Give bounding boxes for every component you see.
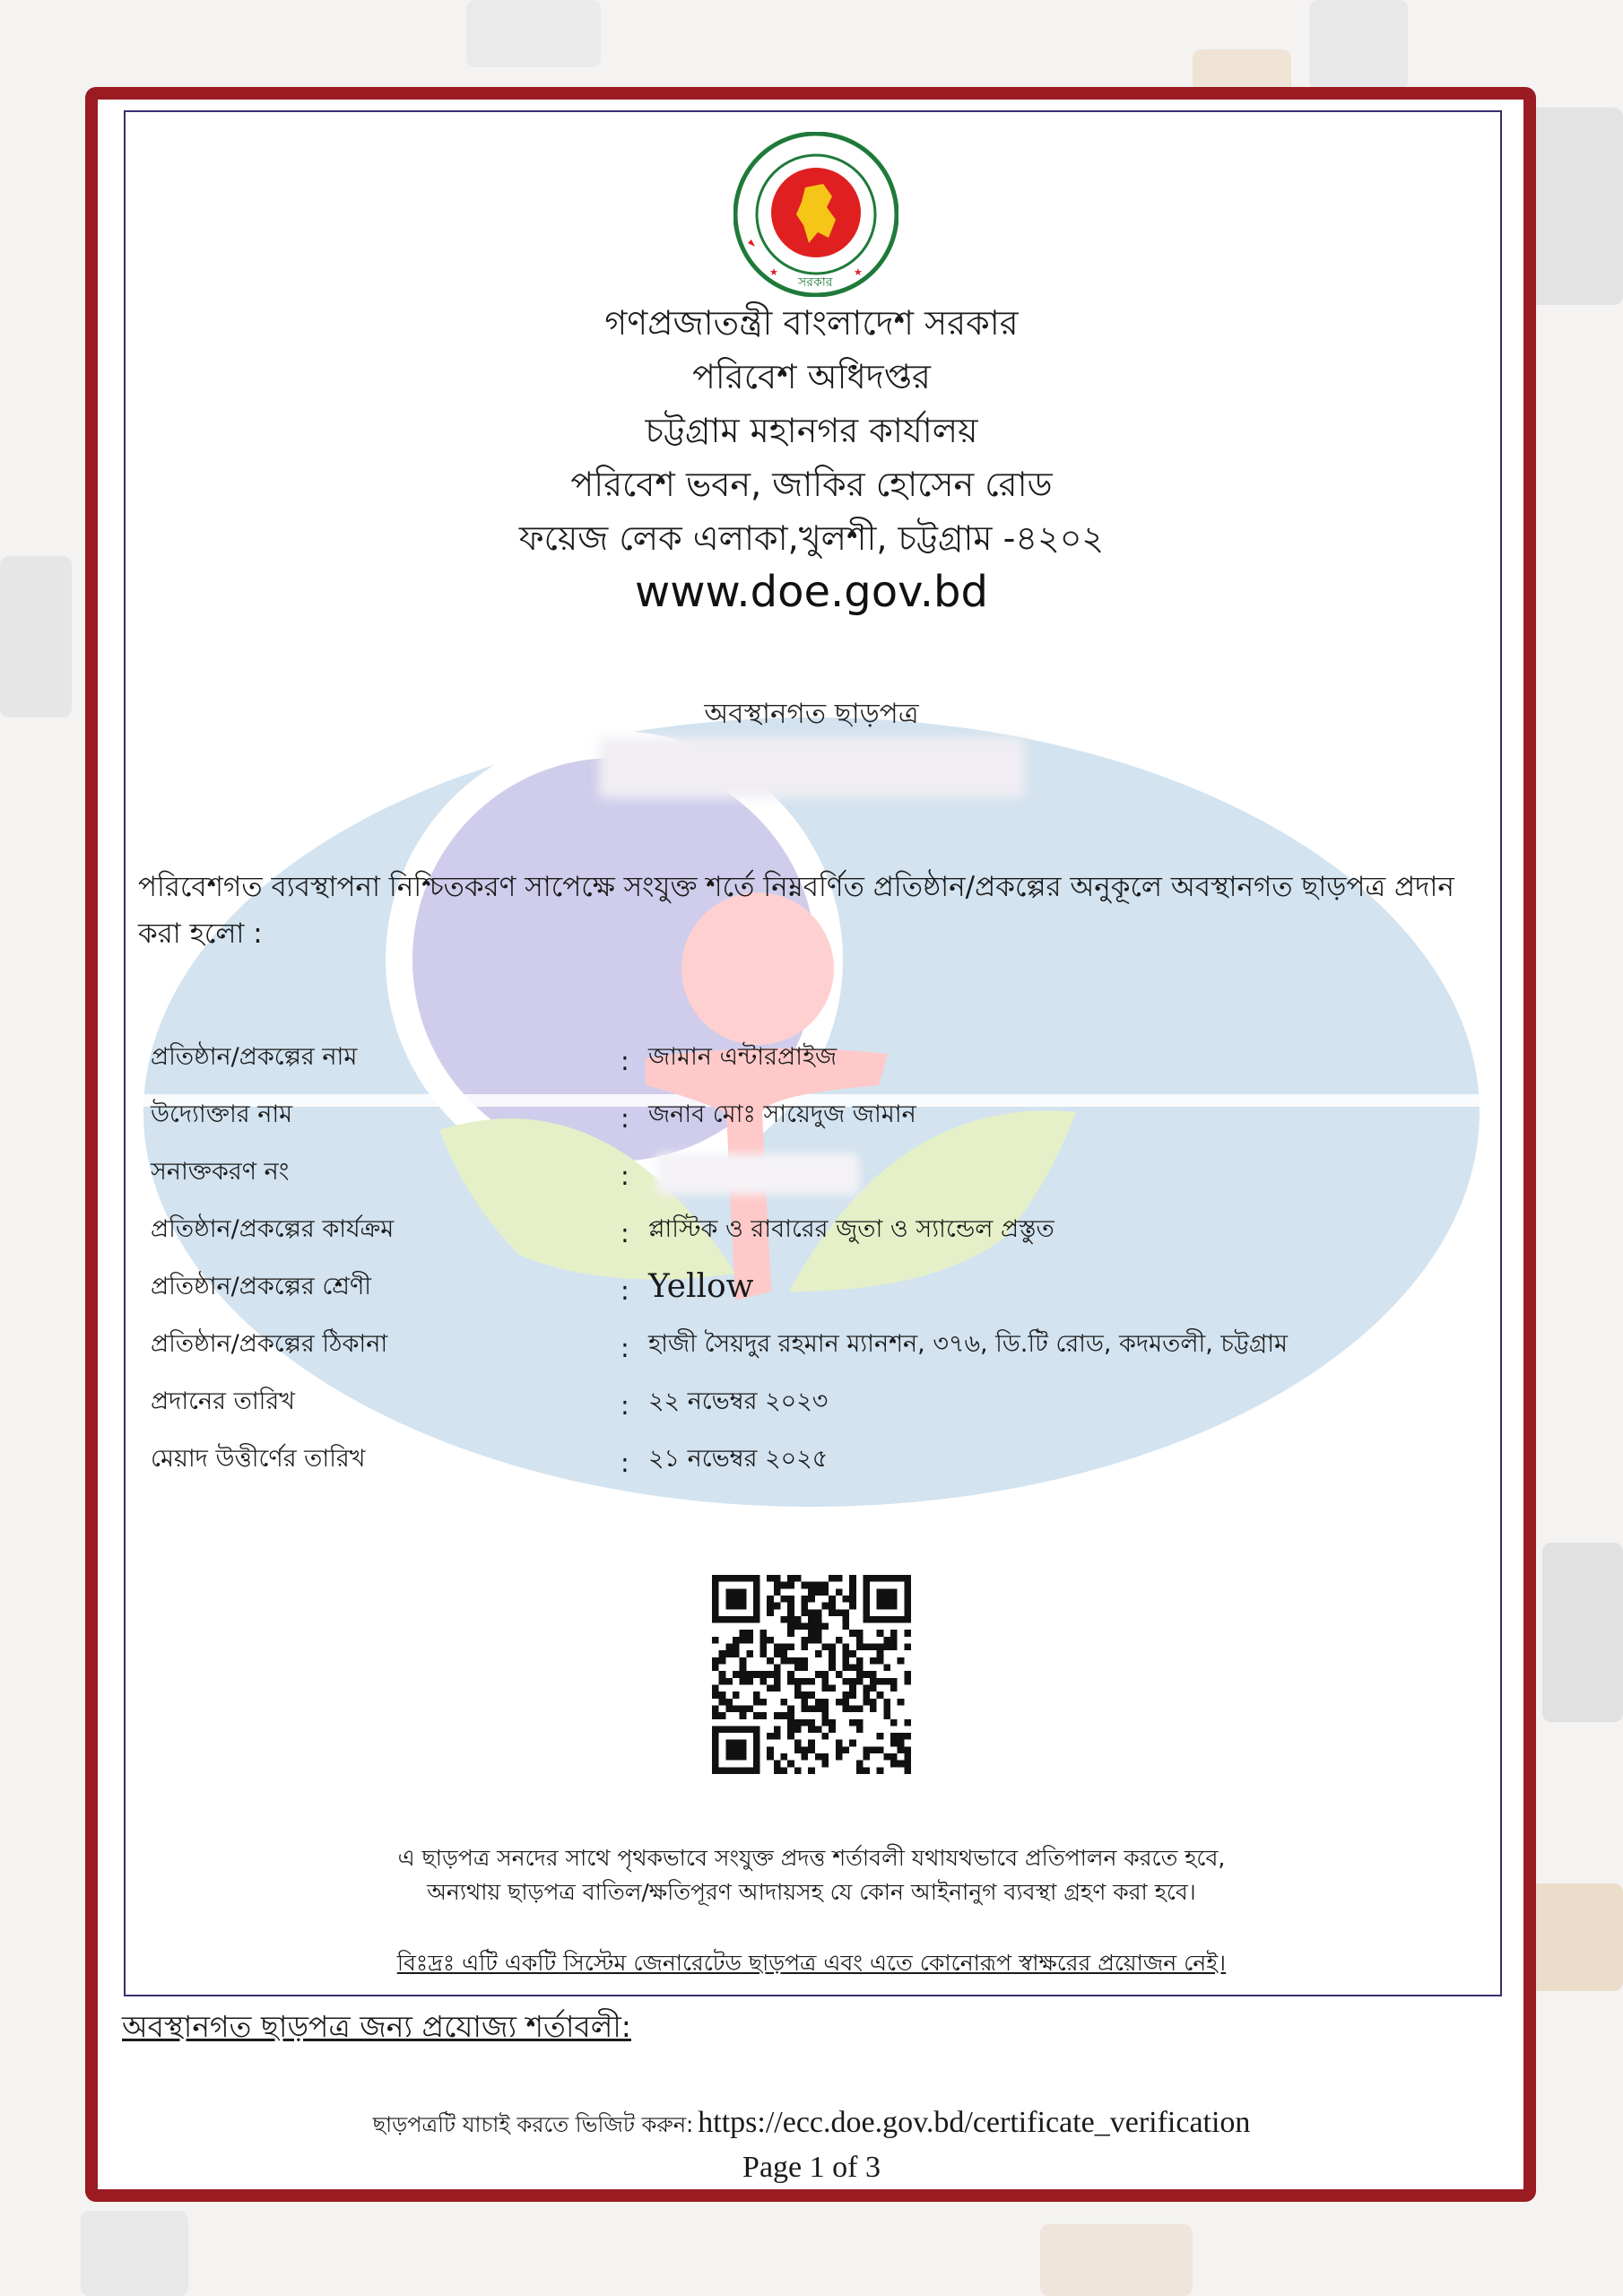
detail-row-institution-name (151, 1034, 1451, 1081)
detail-colon: : (621, 1448, 629, 1478)
detail-colon: : (621, 1390, 629, 1421)
detail-label: প্রদানের তারিখ (151, 1387, 295, 1415)
detail-row-entrepreneur (151, 1091, 1451, 1138)
detail-row-address (151, 1321, 1451, 1368)
detail-value: ২২ নভেম্বর ২০২৩ (648, 1387, 829, 1415)
redacted-identification-number (656, 1153, 859, 1195)
svg-text:★: ★ (854, 266, 863, 278)
background-tile (1542, 1543, 1623, 1722)
detail-colon: : (621, 1218, 629, 1248)
detail-row-expiry-date (151, 1436, 1451, 1483)
detail-colon: : (621, 1161, 629, 1191)
svg-text:★: ★ (769, 266, 778, 278)
detail-row-issue-date (151, 1378, 1451, 1425)
detail-row-category (151, 1264, 1451, 1310)
bangladesh-government-seal-icon (733, 132, 898, 297)
background-tile (81, 2211, 188, 2296)
background-tile (1309, 0, 1408, 90)
detail-label: প্রতিষ্ঠান/প্রকল্পের নাম (151, 1043, 358, 1071)
detail-value-category: Yellow (648, 1268, 754, 1305)
detail-colon: : (621, 1103, 629, 1134)
verification-link[interactable]: https://ecc.doe.gov.bd/certificate_verification (698, 2106, 1251, 2139)
header-office: চট্টগ্রাম মহানগর কার্যালয় (645, 411, 978, 450)
header-website-link[interactable]: www.doe.gov.bd (635, 567, 988, 617)
detail-label: মেয়াদ উত্তীর্ণের তারিখ (151, 1445, 366, 1473)
header-department: পরিবেশ অধিদপ্তর (692, 357, 931, 396)
header-address-1: পরিবেশ ভবন, জাকির হোসেন রোড (570, 465, 1053, 504)
redacted-certificate-number (599, 737, 1024, 798)
background-tile (1040, 2224, 1193, 2296)
detail-value: ২১ নভেম্বর ২০২৫ (648, 1445, 829, 1473)
background-tile (466, 0, 601, 67)
detail-label: প্রতিষ্ঠান/প্রকল্পের কার্যক্রম (151, 1215, 395, 1243)
detail-colon: : (621, 1275, 629, 1306)
page-number: Page 1 of 3 (742, 2151, 881, 2184)
note-line-2: অন্যথায় ছাড়পত্র বাতিল/ক্ষতিপূরণ আদায়সহ যে কোন আইনানুগ ব্যবস্থা গ্রহণ করা হবে। (427, 1879, 1196, 1905)
detail-value: জনাব মোঃ সায়েদুজ জামান (648, 1100, 916, 1128)
detail-colon: : (621, 1046, 629, 1076)
verification-line (0, 2106, 1623, 2144)
detail-value: হাজী সৈয়দুর রহমান ম্যানশন, ৩৭৬, ডি.টি রোড, কদমতলী, চট্টগ্রাম (648, 1330, 1289, 1358)
detail-row-activity (151, 1206, 1451, 1253)
conditions-heading: অবস্থানগত ছাড়পত্র জন্য প্রযোজ্য শর্তাবলী: (122, 2009, 631, 2044)
detail-value: প্লাস্টিক ও রাবারের জুতা ও স্যান্ডেল প্রস্তুত (648, 1215, 1055, 1243)
detail-label: সনাক্তকরণ নং (151, 1158, 290, 1186)
verification-label: ছাড়পত্রটি যাচাই করতে ভিজিট করুন: (372, 2112, 694, 2137)
header-government: গণপ্রজাতন্ত্রী বাংলাদেশ সরকার (604, 303, 1019, 343)
detail-colon: : (621, 1333, 629, 1363)
detail-label: প্রতিষ্ঠান/প্রকল্পের ঠিকানা (151, 1330, 388, 1358)
detail-label: প্রতিষ্ঠান/প্রকল্পের শ্রেণী (151, 1273, 372, 1300)
certificate-title: অবস্থানগত ছাড়পত্র (704, 698, 919, 730)
detail-label: উদ্যোক্তার নাম (151, 1100, 293, 1128)
detail-value: জামান এন্টারপ্রাইজ (648, 1043, 838, 1071)
header-address-2: ফয়েজ লেক এলাকা,খুলশী, চট্টগ্রাম -৪২০২ (518, 518, 1105, 558)
certificate-intro: পরিবেশগত ব্যবস্থাপনা নিশ্চিতকরণ সাপেক্ষে সংযুক্ত শর্তে নিম্নবর্ণিত প্রতিষ্ঠান/প্রকল্পের অনুকূলে অবস্থানগত ছাড়পত্র প্রদান করা হলো : (138, 871, 1454, 950)
qr-code-icon[interactable] (712, 1575, 911, 1774)
note-line-1: এ ছাড়পত্র সনদের সাথে পৃথকভাবে সংযুক্ত প্রদত্ত শর্তাবলী যথাযথভাবে প্রতিপালন করতে হবে, (397, 1845, 1226, 1871)
system-generated-disclaimer: বিঃদ্রঃ এটি একটি সিস্টেম জেনারেটেড ছাড়পত্র এবং এতে কোনোরূপ স্বাক্ষরের প্রয়োজন নেই। (396, 1950, 1227, 1976)
svg-text:সরকার: সরকার (798, 275, 833, 290)
